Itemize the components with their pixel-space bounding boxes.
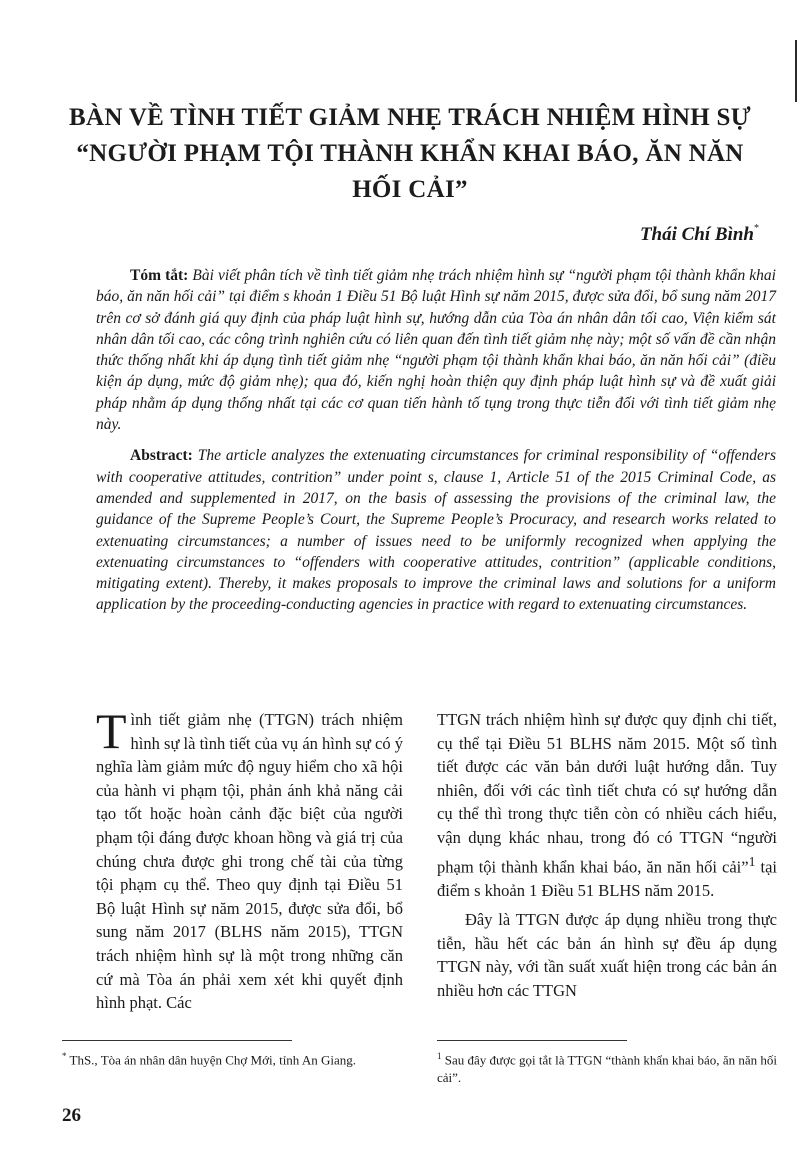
body-paragraph bbox=[96, 703, 403, 1015]
body-text: ình tiết giảm nhẹ (TTGN) trách nhiệm hình sự là tình tiết của vụ án hình sự có ý nghĩa làm giảm mức độ nguy hiểm cho xã hội của hành vi phạm tội, phản ánh khả năng cải tạo tốt hoặc hoàn cảnh đặc biệt của người phạm tội đáng được khoan hồng và giá trị của chúng chưa được ghi trong chế tài của từng tội phạm cụ thể. Theo quy định tại Điều 51 Bộ luật Hình sự năm 2015, được sửa đổi, bổ sung năm 2017 (BLHS năm 2015), TTGN trách nhiệm hình sự là một trong những căn cứ mà Tòa án phải xem xét khi quyết định hình phạt. Các bbox=[96, 710, 403, 1013]
author-footnote-mark: * bbox=[754, 222, 759, 234]
summary-vi-label: Tóm tắt: bbox=[130, 267, 189, 284]
footnote-divider bbox=[437, 1040, 627, 1041]
body-paragraph: Đây là TTGN được áp dụng nhiều trong thực tiễn, hầu hết các bản án hình sự đều áp dụng TTGN này, với tần suất xuất hiện trong các bản án nhiều hơn các TTGN bbox=[437, 910, 777, 1001]
page-number: 26 bbox=[62, 1105, 81, 1126]
footnote-mark: 1 bbox=[437, 1051, 442, 1061]
footnote-text: ThS., Tòa án nhân dân huyện Chợ Mới, tỉnh An Giang. bbox=[66, 1052, 356, 1068]
summary-block bbox=[96, 265, 776, 616]
title-line: HỐI CẢI” bbox=[352, 176, 468, 203]
footnote-right bbox=[437, 1047, 777, 1087]
body-column-right bbox=[437, 708, 777, 1003]
summary-en-label: Abstract: bbox=[130, 447, 193, 465]
drop-cap: T bbox=[96, 703, 127, 759]
article-title bbox=[60, 100, 760, 208]
footnote-ref: 1 bbox=[748, 853, 756, 869]
summary-vi bbox=[96, 265, 776, 435]
body-text: tại điểm s khoản 1 Điều 51 BLHS năm 2015. bbox=[437, 857, 778, 900]
author bbox=[640, 224, 759, 246]
title-line: BÀN VỀ TÌNH TIẾT GIẢM NHẸ TRÁCH NHIỆM HÌNH SỰ bbox=[69, 104, 751, 131]
footnote-mark: * bbox=[62, 1051, 67, 1061]
body-paragraph bbox=[437, 708, 777, 902]
author-name: Thái Chí Bình bbox=[639, 224, 754, 245]
summary-en-text: The article analyzes the extenuating circumstances for criminal responsibility of “offenders with cooperative attitudes, contrition” under point s, clause 1, Article 51 of the 2015 Criminal Code, as amended and supplemented in 2017, on the basis of assessing the provisions of the criminal law, the guidance of the Supreme People’s Court, the Supreme People’s Procuracy, and research works related to extenuating circumstances; a number of issues need to be uniformly recognized when applying the extenuating circumstances to “offenders with cooperative attitudes, contrition” (applicable conditions, mitigating extent). Thereby, it makes proposals to improve the criminal laws and solutions for a uniform application by the proceeding-conducting agencies in practice with regard to extenuating circumstances. bbox=[96, 447, 777, 614]
page-edge-mark bbox=[795, 40, 797, 102]
footnote-text: Sau đây được gọi tắt là TTGN “thành khẩn khai báo, ăn năn hối cải”. bbox=[437, 1052, 777, 1086]
footnote-divider bbox=[62, 1040, 292, 1041]
body-column-left bbox=[96, 703, 403, 1015]
summary-vi-text: Bài viết phân tích về tình tiết giảm nhẹ trách nhiệm hình sự “người phạm tội thành khẩn khai báo, ăn năn hối cải” tại điểm s khoản 1 Điều 51 Bộ luật Hình sự năm 2015, được sửa đổi, bổ sung năm 2017 trên cơ sở đánh giá quy định của pháp luật hình sự, hướng dẫn của Tòa án nhân dân tối cao, Viện kiểm sát nhân dân tối cao, các công trình nghiên cứu có liên quan đến tình tiết giảm nhẹ này; một số vấn đề cần nhận thức thống nhất khi áp dụng tình tiết giảm nhẹ “người phạm tội thành khẩn khai báo, ăn năn hối cải” (điều kiện áp dụng, mức độ giảm nhẹ); qua đó, kiến nghị hoàn thiện quy định pháp luật hình sự và đề xuất giải pháp nhằm áp dụng thống nhất tại các cơ quan tiến hành tố tụng trong thực tiễn đối với tình tiết giảm nhẹ này. bbox=[96, 267, 776, 434]
summary-en bbox=[96, 445, 776, 615]
footnote-left bbox=[62, 1047, 406, 1069]
body-text: TTGN trách nhiệm hình sự được quy định chi tiết, cụ thể tại Điều 51 BLHS năm 2015. Một số tình tiết được các văn bản dưới luật hướng dẫn. Tuy nhiên, đối với các tình tiết chưa có sự hướng dẫn cụ thể thì trong thực tiễn còn có nhiều cách hiểu, vận dụng khác nhau, trong đó có TTGN “người phạm tội thành khẩn khai báo, ăn năn hối cải” bbox=[437, 710, 777, 877]
title-line: “NGƯỜI PHẠM TỘI THÀNH KHẨN KHAI BÁO, ĂN NĂN bbox=[76, 140, 744, 167]
